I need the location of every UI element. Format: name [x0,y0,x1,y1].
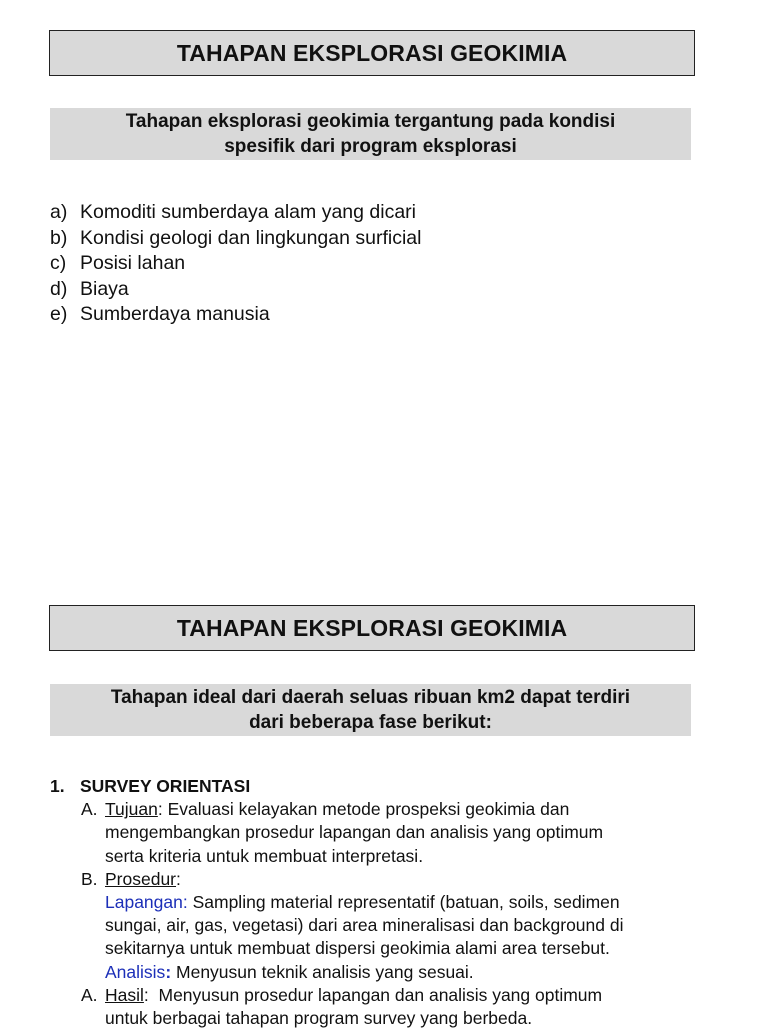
slide2-subtitle-box [50,684,691,736]
list-marker: a) [50,201,68,223]
slide1-title-text: TAHAPAN EKSPLORASI GEOKIMIA [176,39,568,66]
slide2-title [49,605,695,651]
prosedur-label: Prosedur [105,868,177,889]
prosedur-item [50,868,740,984]
tujuan-label: Tujuan [105,799,158,820]
prosedur-colon: : [176,868,181,889]
hasil-text: : Menyusun prosedur lapangan dan analisis yang optimum [143,984,603,1005]
list-item [50,200,421,226]
slide1-subtitle-line-2: spesifik dari program eksplorasi [224,136,517,157]
lapangan-text: Sampling material representatif (batuan, soils, sedimen [187,892,620,913]
analisis-text: Menyusun teknik analisis yang sesuai. [171,961,474,982]
list-item-text: Kondisi geologi dan lingkungan surficial [80,226,422,249]
lapangan-text-cont-1: sungai, air, gas, vegetasi) dari area mineralisasi dan background di [105,915,624,936]
list-item-text: Biaya [80,277,129,300]
list-item [50,251,421,277]
analisis-colon: : [165,961,172,982]
hasil-label: Hasil [105,984,144,1005]
list-item-text: Komoditi sumberdaya alam yang dicari [80,201,416,223]
lapangan-line [105,891,740,914]
section-number: 1. [50,776,65,796]
list-item [50,226,421,252]
section-heading-text: SURVEY ORIENTASI [80,776,251,796]
lapangan-text-cont-2: sekitarnya untuk membuat dispersi geokimia alami area tersebut. [105,938,610,959]
slide2-subtitle-line-2: dari beberapa fase berikut: [249,712,492,733]
slide1-title [49,30,695,76]
survey-orientasi-section [50,775,740,1030]
list-item-text: Sumberdaya manusia [80,303,270,325]
slide1-subtitle-line-1: Tahapan eksplorasi geokimia tergantung pada kondisi [125,111,616,132]
tujuan-text-cont-1: mengembangkan prosedur lapangan dan analisis yang optimum [105,822,604,843]
slide1-subtitle-box [50,108,691,160]
list-marker: b) [50,226,68,249]
list-item-text: Posisi lahan [80,252,186,274]
slide1-criteria-list [50,200,421,328]
slide2-subtitle-line-1: Tahapan ideal dari daerah seluas ribuan km2 dapat terdiri [110,687,631,708]
tujuan-text-cont-2: serta kriteria untuk membuat interpretasi. [105,845,424,866]
tujuan-item [50,798,740,868]
lapangan-label: Lapangan: [105,892,188,913]
hasil-item [50,984,740,1030]
item-marker: A. [81,984,98,1005]
list-item [50,302,421,328]
item-marker: B. [81,868,98,889]
section-heading [50,775,740,798]
list-marker: c) [50,252,67,274]
list-marker: d) [50,277,68,300]
list-marker: e) [50,303,68,325]
slide2-title-text: TAHAPAN EKSPLORASI GEOKIMIA [176,614,568,641]
analisis-label: Analisis [105,961,166,982]
item-marker: A. [81,799,98,820]
analisis-line [105,961,740,984]
hasil-text-cont-1: untuk berbagai tahapan program survey yang berbeda. [105,1008,533,1029]
list-item [50,277,421,303]
tujuan-text: : Evaluasi kelayakan metode prospeksi geokimia dan [157,799,570,820]
